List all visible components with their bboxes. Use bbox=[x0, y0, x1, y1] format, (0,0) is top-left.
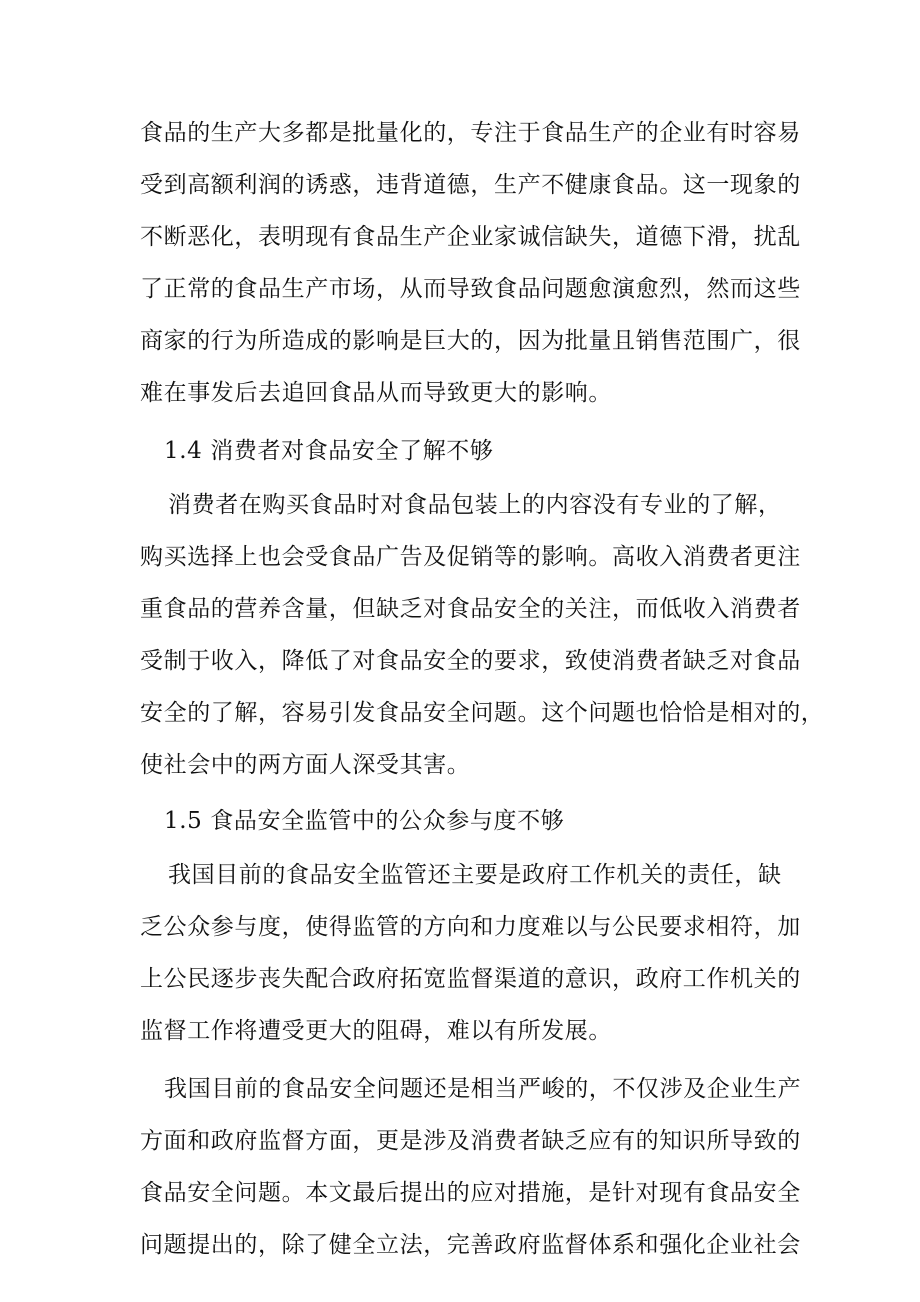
paragraph-line: 乏公众参与度，使得监管的方向和力度难以与公民要求相符，加 bbox=[140, 914, 801, 940]
paragraph-line: 商家的行为所造成的影响是巨大的，因为批量且销售范围广，很 bbox=[140, 328, 801, 354]
paragraph-line: 安全的了解，容易引发食品安全问题。这个问题也恰恰是相对的， bbox=[140, 700, 825, 726]
paragraph-line: 难在事发后去追回食品从而导致更大的影响。 bbox=[140, 380, 612, 406]
paragraph-line: 购买选择上也会受食品广告及促销等的影响。高收入消费者更注 bbox=[140, 544, 801, 570]
paragraph-line: 食品安全问题。本文最后提出的应对措施，是针对现有食品安全 bbox=[140, 1180, 801, 1206]
paragraph-line: 不断恶化，表明现有食品生产企业家诚信缺失，道德下滑，扰乱 bbox=[140, 224, 801, 250]
paragraph-line: 问题提出的，除了健全立法，完善政府监督体系和强化企业社会 bbox=[140, 1232, 801, 1258]
paragraph-line: 消费者在购买食品时对食品包装上的内容没有专业的了解， bbox=[168, 492, 782, 518]
section-heading-1-5: 1.5 食品安全监管中的公众参与度不够 bbox=[164, 808, 565, 834]
paragraph-line: 我国目前的食品安全监管还主要是政府工作机关的责任，缺 bbox=[168, 862, 782, 888]
paragraph-line: 受制于收入，降低了对食品安全的要求，致使消费者缺乏对食品 bbox=[140, 648, 801, 674]
paragraph-line: 重食品的营养含量，但缺乏对食品安全的关注，而低收入消费者 bbox=[140, 596, 801, 622]
paragraph-line: 使社会中的两方面人深受其害。 bbox=[140, 752, 471, 778]
paragraph-line: 受到高额利润的诱惑，违背道德，生产不健康食品。这一现象的 bbox=[140, 172, 801, 198]
paragraph-line: 方面和政府监督方面，更是涉及消费者缺乏应有的知识所导致的 bbox=[140, 1128, 801, 1154]
paragraph-line: 食品的生产大多都是批量化的，专注于食品生产的企业有时容易 bbox=[140, 120, 801, 146]
paragraph-line: 上公民逐步丧失配合政府拓宽监督渠道的意识，政府工作机关的 bbox=[140, 966, 801, 992]
paragraph-line: 监督工作将遭受更大的阻碍，难以有所发展。 bbox=[140, 1018, 612, 1044]
section-heading-1-4: 1.4 消费者对食品安全了解不够 bbox=[164, 438, 494, 464]
paragraph-line: 我国目前的食品安全问题还是相当严峻的，不仅涉及企业生产 bbox=[164, 1076, 802, 1102]
paragraph-line: 了正常的食品生产市场，从而导致食品问题愈演愈烈，然而这些 bbox=[140, 276, 801, 302]
